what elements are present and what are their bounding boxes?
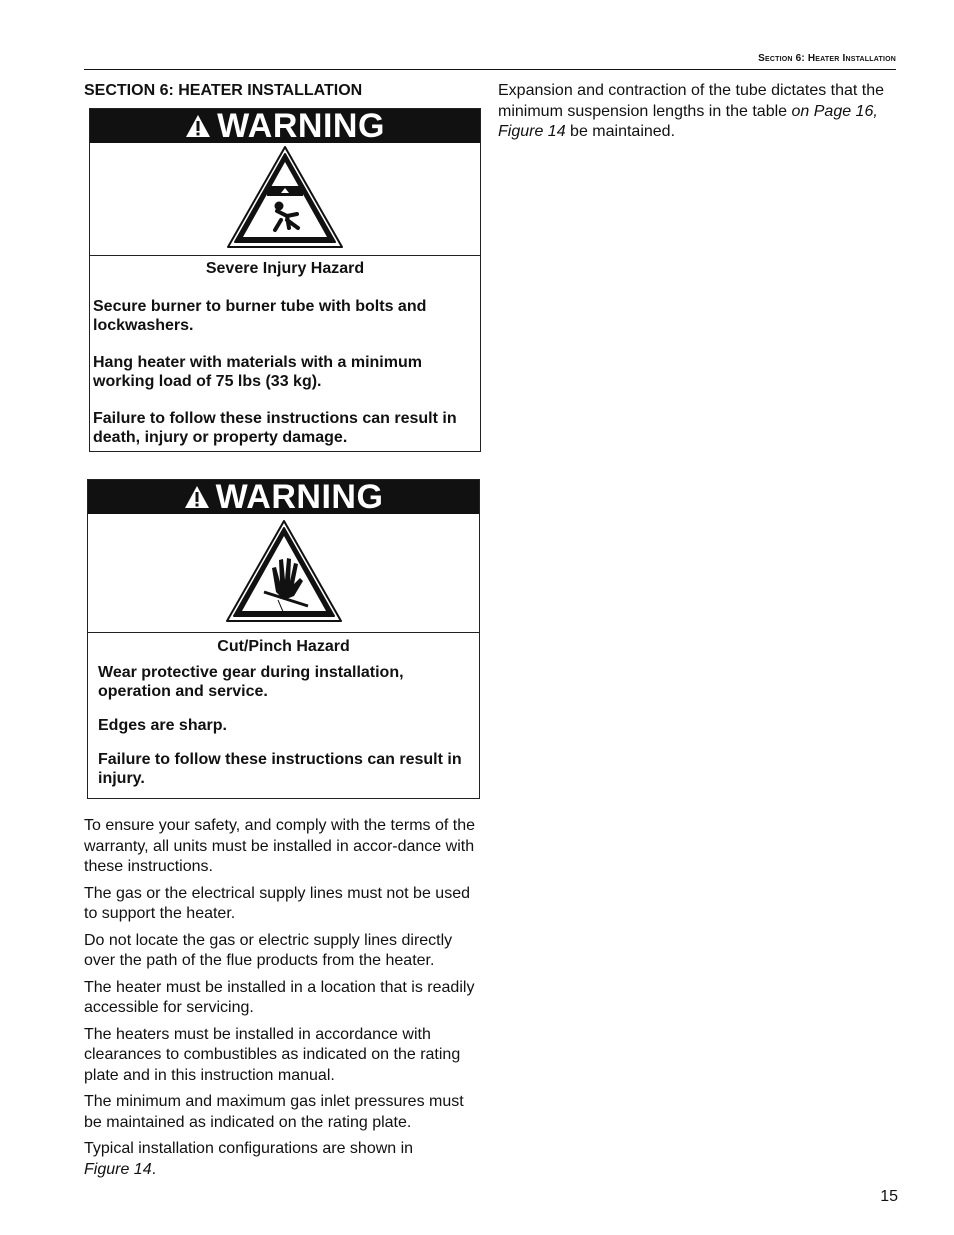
falling-load-hazard-icon <box>225 144 345 255</box>
hazard-instruction: Wear protective gear during installation, operation and service. <box>98 664 404 700</box>
cut-hand-hazard-icon <box>224 518 344 629</box>
hazard-instruction: Edges are sharp. <box>98 717 227 734</box>
warning-banner-label: WARNING <box>215 478 384 516</box>
right-body-text <box>498 81 894 149</box>
warning-box-severe-injury <box>89 108 481 452</box>
warning-banner <box>90 109 480 143</box>
hazard-instruction: Secure burner to burner tube with bolts and lockwashers. <box>93 298 427 334</box>
warning-triangle-icon <box>185 114 211 138</box>
hazard-consequence: Failure to follow these instructions can result in injury. <box>98 751 462 787</box>
figure-reference: on Page 16, Figure 14 <box>498 102 878 140</box>
running-header <box>84 53 896 64</box>
body-paragraph: The gas or the electrical supply lines must not be used to support the heater. <box>84 884 470 922</box>
body-text: . <box>151 1160 157 1178</box>
body-paragraph: The heater must be installed in a location that is readily accessible for servicing. <box>84 978 475 1016</box>
body-paragraph: To ensure your safety, and comply with the terms of the warranty, all units must be installed in accor-dance with these instructions. <box>84 817 475 875</box>
running-header-text: Section 6: Heater Installation <box>758 53 896 64</box>
body-paragraph: The heaters must be installed in accordance with clearances to combustibles as indicated on the rating plate and in this instruction manual. <box>84 1025 461 1084</box>
body-text: Typical installation configurations are shown in <box>84 1140 414 1157</box>
hazard-title: Cut/Pinch Hazard <box>217 638 350 655</box>
body-paragraph: Do not locate the gas or electric supply lines directly over the path of the flue products from the heater. <box>84 931 453 969</box>
warning-triangle-icon <box>184 485 210 509</box>
warning-banner <box>88 480 479 514</box>
page-number: 15 <box>880 1188 898 1205</box>
hazard-consequence: Failure to follow these instructions can result in death, injury or property damage. <box>93 410 457 446</box>
section-title: SECTION 6: HEATER INSTALLATION <box>84 82 363 99</box>
body-paragraph <box>84 1139 484 1180</box>
figure-reference: Figure 14 <box>84 1160 152 1178</box>
body-paragraph: The minimum and maximum gas inlet pressures must be maintained as indicated on the rating plate. <box>84 1093 464 1131</box>
hazard-title: Severe Injury Hazard <box>205 260 365 277</box>
pictogram-area <box>88 514 479 633</box>
warning-banner-label: WARNING <box>217 107 385 145</box>
hazard-instruction: Hang heater with materials with a minimum working load of 75 lbs (33 kg). <box>93 354 422 390</box>
pictogram-area <box>90 143 480 256</box>
body-text: Expansion and contraction of the tube dictates that the minimum suspension lengths in the table <box>498 82 885 120</box>
warning-box-cut-pinch <box>87 479 480 799</box>
body-text: be maintained. <box>570 123 676 140</box>
left-body-text <box>84 816 484 1186</box>
body-paragraph <box>498 81 894 143</box>
header-rule <box>84 69 896 70</box>
